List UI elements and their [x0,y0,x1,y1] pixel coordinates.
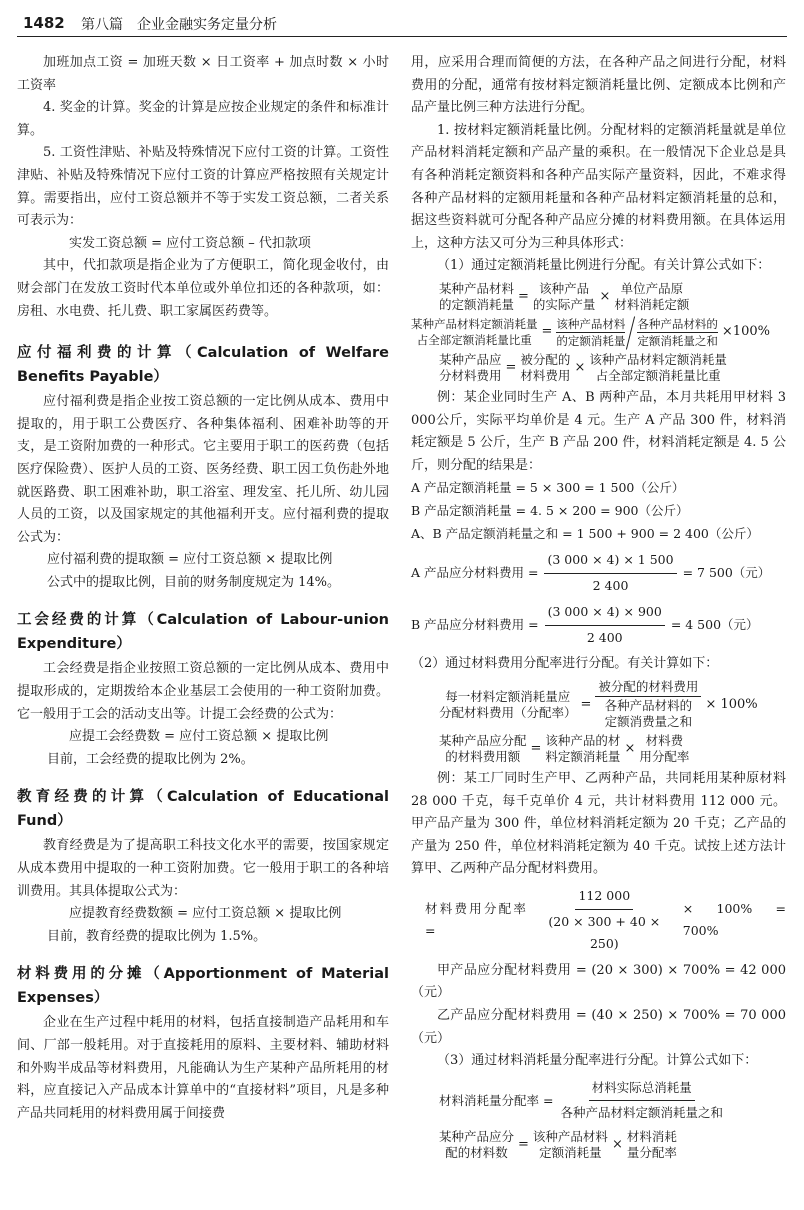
paragraph: 5. 工资性津贴、补贴及特殊情况下应付工资的计算。工资性津贴、补贴及特殊情况下应付工资的计算应严格按照有关规定计算。需要指出，应付工资总额并不等于实发工资总额，二者关系可表示为： [17,145,389,229]
paragraph: 加班加点工资 = 加班天数 × 日工资率 + 加点时数 × 小时工资率 [17,55,389,93]
formula-term [639,733,689,765]
formula-text: 的材料费用额 [445,749,521,765]
page-header [17,10,787,37]
formula-text: 的实际产量 [532,296,596,312]
formula-text: 各种产品材料的 [637,316,718,331]
formula-text: 该种产品的材 [545,733,621,749]
formula-text: 定额消费量之和 [604,714,693,730]
page-number: 1482 [23,14,65,32]
equals-sign: = [518,1136,529,1152]
formula-text: 分材料费用 [439,367,502,383]
calculation-fraction [411,601,786,649]
formula-lhs [439,1129,514,1161]
denominator [602,697,696,730]
formula-text: = 4 500（元） [670,617,759,633]
calculation-fraction [411,885,786,956]
calculation-line: 甲产品应分配材料费用 = (20 × 300) × 700% = 42 000（元） [411,962,786,1001]
fraction [595,679,701,730]
paragraph: 目前，教育经费的提取比例为 1.5%。 [47,928,267,944]
formula-text: 某种产品材料 [439,280,515,296]
formula-text: 某种产品材料定额消耗量 [411,317,538,332]
section-heading-union: 工会经费的计算（Calculation of Labour-union Expenditure） [17,612,389,653]
numerator: 112 000 [575,885,633,910]
formula-text: 定额消耗量之和 [637,333,718,348]
fraction [544,549,676,597]
formula-text: 定额消耗量 [539,1144,602,1160]
times-sign: × [611,1136,623,1152]
formula-text: 各种产品材料的 [604,698,693,714]
formula-text: 某种产品应 [439,351,502,367]
formula-text: × 100% [705,696,758,712]
times-sign: × [599,288,611,304]
equals-sign: = [518,288,529,304]
paragraph: 教育经费是为了提高职工科技文化水平的需要，按国家规定从成本费用中提取的一种工资附加费。它一般用于职工的各种培训费用。其具体提取公式为： [17,838,389,899]
running-title: 第八篇 企业金融实务定量分析 [81,17,277,33]
formula: 应提工会经费数 = 应付工资总额 × 提取比例 [69,729,329,745]
paragraph: 企业在生产过程中耗用的材料，包括直接制造产品耗用和车间、厂部一般耗用。对于直接耗用的原料、主要材料、辅助材料和外购半成品等材料费用，凡能确认为生产某种产品所耗用的材料，应直接记入产品成本计算单中的“直接材料”项目，凡是多种产品共同耗用的材料费用属于间接费 [17,1015,389,1121]
paragraph: 用，应采用合理而简便的方法，在各种产品之间进行分配，材料费用的分配，通常有按材料定额消耗量比例、定额成本比例和产品产量比例三种方法进行分配。 [411,55,786,116]
equals-sign: = [530,741,542,757]
formula-text: 材料消耗 [626,1128,677,1144]
formula-text: 用分配率 [639,749,690,765]
fraction [530,885,679,956]
formula-text: 某种产品应分配 [439,733,527,749]
formula-text: 单位产品原 [620,280,684,296]
formula-text: 该种产品材料定额消耗量 [589,351,727,367]
times-sign: × [574,359,586,375]
numerator: (3 000 × 4) × 1 500 [544,549,676,574]
formula-term [533,281,596,313]
equals-sign: = [505,359,517,375]
paragraph: 其中，代扣款项是指企业为了方便职工，简化现金收付，由财会部门在发放工资时代本单位或外单位扣还的各种款项，如：房租、水电费、托儿费、职工家属医药费等。 [17,258,389,319]
calculation-line: A、B 产品定额消耗量之和 = 1 500 + 900 = 2 400（公斤） [411,525,759,541]
paragraph: 例：某企业同时生产 A、B 两种产品，本月共耗用甲材料 3 000公斤，实际平均单价是 4 元。生产 A 产品 300 件，材料消耗定额是 5 公斤，生产 B 产品 200 件，材料消耗定额是 4. 5 公斤，则分配的结果是： [411,389,786,473]
paragraph: 1. 按材料定额消耗量比例。分配材料的定额消耗量就是单位产品材料消耗定额和产品产量的乘积。在一般情况下企业总是具有各种消耗定额资料和各种产品实际产量资料，因此，不难求得各种产品材料的定额用耗量和各种产品材料定额消耗量的总和，据这些资料就可分配各种产品应分摊的材料费用额。在具体运用上，这种方法又可分为三种具体形式： [411,122,786,251]
formula-term [627,1129,677,1161]
formula-allocation-rate [411,679,786,730]
formula-text: 该种产品材料 [532,1128,608,1144]
paragraph: （2）通过材料费用分配率进行分配。有关计算如下： [411,656,719,672]
paragraph: 公式中的提取比例，目前的财务制度规定为 14%。 [47,574,341,590]
formula-text: × 100% = 700% [682,900,786,939]
paragraph: 应付福利费是指企业按工资总额的一定比例从成本、费用中提取的，用于职工公费医疗、各种集体福利、困难补助等的开支，是工资附加费的一种形式。它主要用于职工的医药费（包括医疗保险费）、医护人员的工资、医务经费、职工因工负伤赴外地就医路费、职工困难补助，职工浴室、理发室、托儿所、幼儿园人员的工资，以及国家规定的其他福利开支。应付福利费的提取公式为： [17,394,389,545]
formula-text: 占全部定额消耗量比重 [416,333,532,348]
formula-text: 分配材料费用（分配率） [439,704,577,720]
paragraph: 例：某工厂同时生产甲、乙两种产品，共同耗用某种原材料 28 000 千克，每千克单价 4 元，共计材料费用 112 000 元。甲产品产量为 300 件，单位材料消耗定额为 20 千克；乙产品的产量为 250 件，单位材料消耗定额为 40 千克。试按上述方法计算甲、乙两种产品分配材料费用。 [411,771,786,877]
formula-term [556,316,625,349]
denominator: 各种产品材料定额消耗量之和 [560,1105,723,1121]
formula-text: 该种产品材料 [556,316,626,331]
formula-lhs [439,733,527,765]
calculation-fraction [411,1077,786,1125]
formula-term [545,733,620,765]
formula-lhs [439,689,577,721]
formula-allocated-quantity [411,1129,786,1161]
formula-text: 配的材料数 [445,1144,508,1160]
paragraph: （1）通过定额消耗量比例进行分配。有关计算公式如下： [437,258,771,274]
fraction [557,1077,726,1125]
paragraph: 目前，工会经费的提取比例为 2%。 [47,751,254,767]
equals-sign: = [541,324,553,340]
formula-text: 材料费用 [520,367,571,383]
formula-material-cost [411,352,786,384]
calculation-line: A 产品定额消耗量 = 5 × 300 = 1 500（公斤） [411,480,685,496]
formula-term [637,316,718,349]
division-slash [625,316,637,348]
section-heading-material: 材料费用的分摊（Apportionment of Material Expenses） [17,966,389,1007]
denominator: 2 400 [586,629,623,645]
denominator: (20 × 300 + 40 × 250) [548,913,661,952]
formula-text: A 产品应分材料费用 = [411,564,539,580]
times-sign: × [624,741,636,757]
formula-text: 材料消耗量分配率 = [439,1092,554,1108]
formula-lhs [439,352,502,384]
formula-text: 被分配的 [520,351,571,367]
section-heading-welfare: 应付福利费的计算（Calculation of Welfare Benefits Payable） [17,345,389,386]
formula-text: 该种产品 [539,280,590,296]
numerator: 材料实际总消耗量 [589,1077,695,1102]
numerator: 被分配的材料费用 [595,679,701,697]
formula-term [614,281,689,313]
formula-text: 每一材料定额消耗量应 [445,688,571,704]
formula: 应提教育经费数额 = 应付工资总额 × 提取比例 [69,906,342,922]
formula-text: ×100% [721,324,770,340]
formula-quota-share [411,316,786,349]
formula-quota-consumption [411,281,786,313]
calculation-fraction [411,549,786,597]
formula-term [589,352,727,384]
formula-text: 材料消耗定额 [614,296,690,312]
fraction [545,601,665,649]
formula-text: 料定额消耗量 [545,749,621,765]
formula-text: 材料费用分配率 = [425,900,526,939]
calculation-line: B 产品定额消耗量 = 4. 5 × 200 = 900（公斤） [411,502,689,518]
right-column [411,52,786,1164]
left-column [17,52,389,1125]
section-heading-education: 教育经费的计算（Calculation of Educational Fund） [17,789,389,830]
formula-term [520,352,570,384]
formula: 实发工资总额 = 应付工资总额 – 代扣款项 [69,235,311,251]
formula-term [533,1129,608,1161]
formula-text: B 产品应分材料费用 = [411,617,539,633]
formula-text: = 7 500（元） [682,564,771,580]
formula-text: 的定额消耗量 [556,333,626,348]
denominator: 2 400 [592,577,629,593]
paragraph: （3）通过材料消耗量分配率进行分配。计算公式如下： [437,1053,758,1069]
equals-sign: = [580,696,592,712]
formula-text: 某种产品应分 [439,1128,515,1144]
formula-text: 材料费 [645,733,684,749]
formula-allocated-cost [411,733,786,765]
formula-lhs [439,281,514,313]
paragraph: 4. 奖金的计算。奖金的计算是应按企业规定的条件和标准计算。 [17,100,389,138]
calculation-line: 乙产品应分配材料费用 = (40 × 250) × 700% = 70 000（元） [411,1008,786,1046]
numerator: (3 000 × 4) × 900 [545,601,665,626]
formula-lhs [411,316,538,348]
formula-text: 量分配率 [626,1144,677,1160]
formula-text: 的定额消耗量 [439,296,515,312]
paragraph: 工会经费是指企业按照工资总额的一定比例从成本、费用中提取形成的，定期拨给本企业基层工会使用的一种工资附加费。它一般用于工会的活动支出等。计提工会经费的公式为： [17,661,389,722]
formula: 应付福利费的提取额 = 应付工资总额 × 提取比例 [47,552,333,568]
formula-text: 占全部定额消耗量比重 [595,367,721,383]
